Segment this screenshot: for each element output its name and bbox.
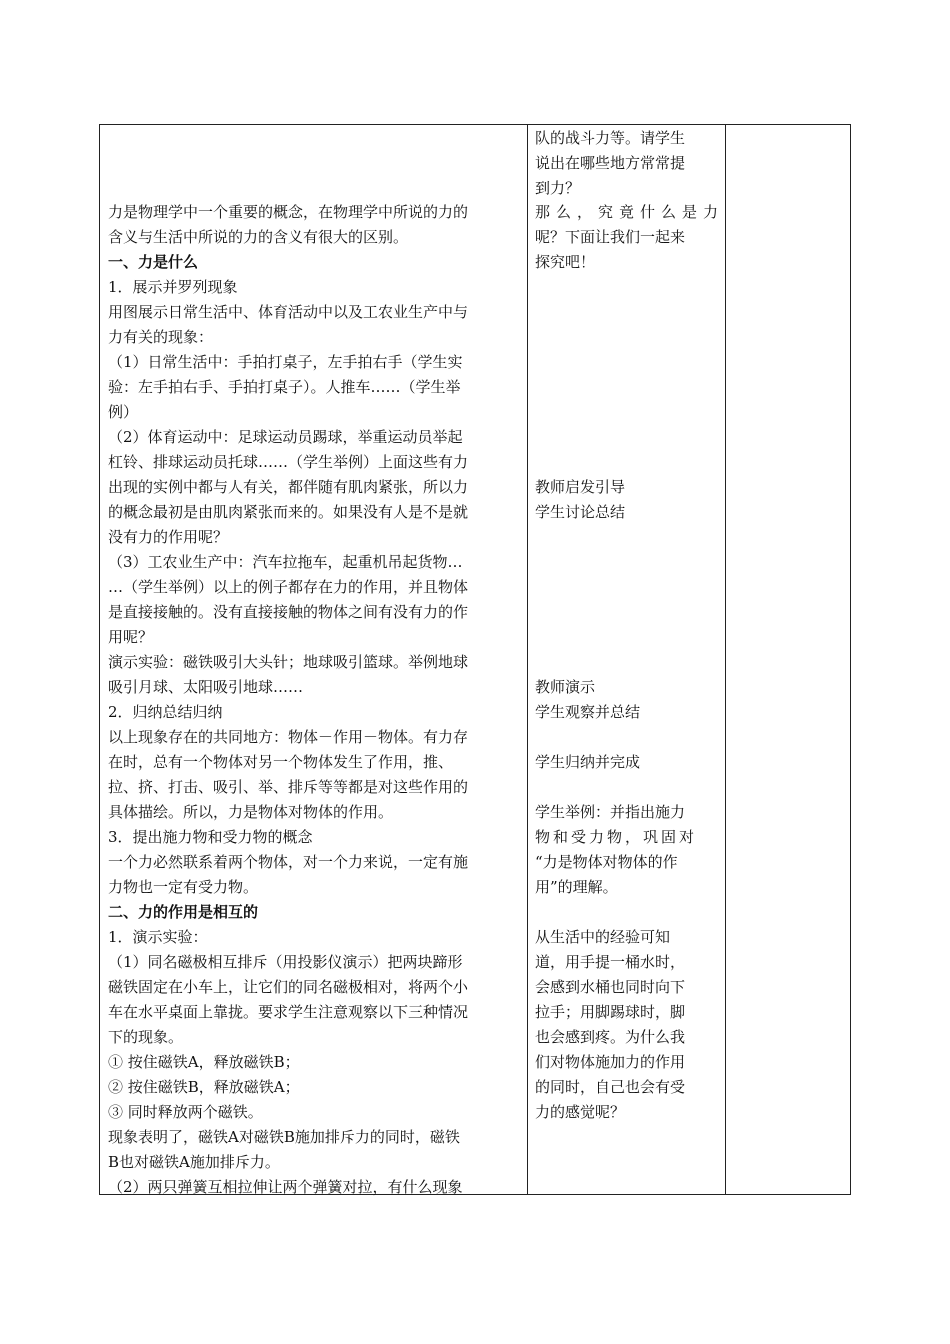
side-line: 教师启发引导 xyxy=(535,478,626,496)
main-line: 一个力必然联系着两个物体，对一个力来说，一定有施 xyxy=(108,853,469,871)
main-line: B也对磁铁A施加排斥力。 xyxy=(108,1153,280,1171)
side-line: 教师演示 xyxy=(535,678,596,696)
main-line: 拉、挤、打击、吸引、举、排斥等等都是对这些作用的 xyxy=(108,778,469,796)
side-line: 物和受力物，巩固对 xyxy=(535,828,698,846)
main-line: 用呢？ xyxy=(108,628,154,646)
main-line: 车在水平桌面上靠拢。要求学生注意观察以下三种情况 xyxy=(108,1003,469,1021)
main-line: 例） xyxy=(108,403,139,421)
activity-column xyxy=(528,125,726,1194)
side-line: 会感到水桶也同时向下 xyxy=(535,978,686,996)
main-line: （1）同名磁极相互排斥（用投影仪演示）把两块蹄形 xyxy=(108,953,463,971)
side-line: 用”的理解。 xyxy=(535,878,618,896)
main-line: 没有力的作用呢？ xyxy=(108,528,229,546)
side-line: 们对物体施加力的作用 xyxy=(535,1053,686,1071)
main-line: 力物也一定有受力物。 xyxy=(108,878,259,896)
main-line: 2．归纳总结归纳 xyxy=(108,703,223,721)
side-line: 从生活中的经验可知 xyxy=(535,928,671,946)
main-line: 吸引月球、太阳吸引地球…… xyxy=(108,678,304,696)
main-line: 1．演示实验： xyxy=(108,928,208,946)
side-line: 的同时，自己也会有受 xyxy=(535,1078,686,1096)
main-line: 在时，总有一个物体对另一个物体发生了作用，推、 xyxy=(108,753,454,771)
main-line: （1）日常生活中：手拍打桌子，左手拍右手（学生实 xyxy=(108,353,463,371)
side-line: 力的感觉呢？ xyxy=(535,1103,626,1121)
main-line: 杠铃、排球运动员托球……（学生举例）上面这些有力 xyxy=(108,453,469,471)
side-line: 学生观察并总结 xyxy=(535,703,641,721)
lesson-table xyxy=(99,124,851,1195)
side-line: 到力？ xyxy=(535,179,581,197)
notes-column xyxy=(726,125,850,1194)
side-line: “力是物体对物体的作 xyxy=(535,853,678,871)
main-line: 演示实验：磁铁吸引大头针；地球吸引篮球。举例地球 xyxy=(108,653,469,671)
side-line: 学生归纳并完成 xyxy=(535,753,641,771)
side-line: 队的战斗力等。请学生 xyxy=(535,129,686,147)
main-line: 1．展示并罗列现象 xyxy=(108,278,238,296)
side-line: 探究吧！ xyxy=(535,253,596,271)
side-line: 说出在哪些地方常常提 xyxy=(535,154,686,172)
side-line: 那么，究竟什么是力 xyxy=(535,203,725,221)
main-line: 磁铁固定在小车上，让它们的同名磁极相对，将两个小 xyxy=(108,978,469,996)
main-line: 下的现象。 xyxy=(108,1028,184,1046)
main-line: ① 按住磁铁A，释放磁铁B； xyxy=(108,1053,300,1071)
main-line: 力有关的现象： xyxy=(108,328,214,346)
side-line: 也会感到疼。为什么我 xyxy=(535,1028,686,1046)
side-line: 道，用手提一桶水时， xyxy=(535,953,686,971)
main-line: 含义与生活中所说的力的含义有很大的区别。 xyxy=(108,228,409,246)
main-line: 力是物理学中一个重要的概念，在物理学中所说的力的 xyxy=(108,203,469,221)
side-line: 呢？下面让我们一起来 xyxy=(535,228,686,246)
section-heading: 二、力的作用是相互的 xyxy=(108,903,259,921)
main-line: 验：左手拍右手、手拍打桌子）。人推车……（学生举 xyxy=(108,378,461,396)
main-line: 现象表明了，磁铁A对磁铁B施加排斥力的同时，磁铁 xyxy=(108,1128,460,1146)
main-line: 用图展示日常生活中、体育活动中以及工农业生产中与 xyxy=(108,303,469,321)
side-line: 学生讨论总结 xyxy=(535,503,626,521)
content-column xyxy=(100,125,528,1194)
main-line: （2）体育运动中：足球运动员踢球，举重运动员举起 xyxy=(108,428,463,446)
section-heading: 一、力是什么 xyxy=(108,253,199,271)
main-line: 的概念最初是由肌肉紧张而来的。如果没有人是不是就 xyxy=(108,503,469,521)
main-line: 是直接接触的。没有直接接触的物体之间有没有力的作 xyxy=(108,603,469,621)
main-line: 以上现象存在的共同地方：物体－作用－物体。有力存 xyxy=(108,728,469,746)
main-line: （2）两只弹簧互相拉伸让两个弹簧对拉，有什么现象 xyxy=(108,1178,463,1196)
main-line: ② 按住磁铁B，释放磁铁A； xyxy=(108,1078,300,1096)
main-line: …（学生举例）以上的例子都存在力的作用，并且物体 xyxy=(108,578,469,596)
main-line: ③ 同时释放两个磁铁。 xyxy=(108,1103,263,1121)
side-line: 学生举例：并指出施力 xyxy=(535,803,686,821)
main-line: 3．提出施力物和受力物的概念 xyxy=(108,828,313,846)
main-line: 出现的实例中都与人有关，都伴随有肌肉紧张，所以力 xyxy=(108,478,469,496)
main-line: 具体描绘。所以，力是物体对物体的作用。 xyxy=(108,803,394,821)
main-line: （3）工农业生产中：汽车拉拖车，起重机吊起货物… xyxy=(108,553,463,571)
side-line: 拉手；用脚踢球时，脚 xyxy=(535,1003,686,1021)
